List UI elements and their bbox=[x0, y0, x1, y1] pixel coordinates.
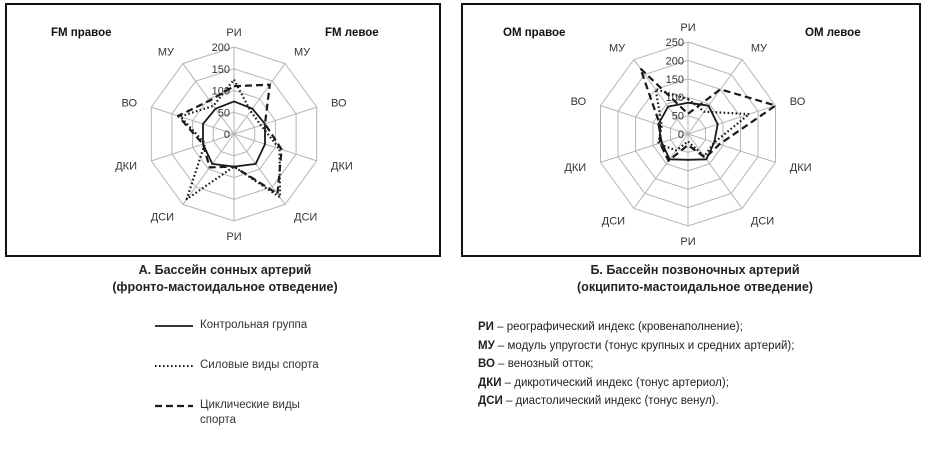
grid-spoke bbox=[234, 64, 285, 134]
axis-label: РИ bbox=[226, 27, 242, 39]
abbreviation-term: ДСИ bbox=[478, 395, 503, 407]
axis-label: ВО bbox=[789, 95, 806, 108]
radial-tick-label: 150 bbox=[665, 73, 684, 86]
legend-label-cyclic: Циклические виды спорта bbox=[200, 399, 300, 426]
radial-tick-label: 150 bbox=[211, 63, 230, 76]
axis-label: ДСИ bbox=[294, 211, 318, 224]
axis-label: ДСИ bbox=[150, 211, 174, 224]
radial-tick-label: 0 bbox=[677, 129, 684, 141]
axis-label: ВО bbox=[121, 97, 137, 110]
axis-label: РИ bbox=[680, 22, 696, 34]
caption-a bbox=[105, 262, 345, 296]
side-label-left: FM правое bbox=[51, 27, 112, 39]
radial-tick-label: 0 bbox=[223, 129, 230, 141]
caption-b bbox=[545, 262, 845, 296]
axis-label: МУ bbox=[294, 46, 311, 59]
abbreviation-item bbox=[478, 337, 918, 356]
legend-item-strength bbox=[150, 358, 330, 398]
legend-line-solid-icon bbox=[155, 324, 193, 328]
axis-label: ДСИ bbox=[750, 215, 775, 228]
axis-label: ДКИ bbox=[789, 162, 812, 175]
radial-tick-label: 50 bbox=[217, 107, 230, 120]
axis-label: ДКИ bbox=[331, 160, 353, 173]
abbreviation-item bbox=[478, 374, 918, 393]
abbreviation-definition: – реографический индекс (кровенаполнение); bbox=[493, 321, 743, 333]
radial-tick-label: 50 bbox=[671, 110, 684, 123]
grid-spoke bbox=[183, 134, 234, 204]
caption-a-line1: А. Бассейн сонных артерий bbox=[138, 263, 312, 277]
abbreviation-term: ВО bbox=[478, 358, 495, 370]
radar-chart-a bbox=[5, 3, 441, 257]
abbreviation-item bbox=[478, 392, 918, 411]
abbreviation-definition: – модуль упругости (тонус крупных и средних артерий); bbox=[494, 339, 795, 352]
axis-label: РИ bbox=[680, 236, 696, 248]
axis-label: ДКИ bbox=[564, 162, 587, 175]
radial-tick-label: 250 bbox=[665, 37, 684, 49]
abbreviation-list bbox=[478, 318, 918, 411]
axis-label: ДКИ bbox=[115, 160, 137, 173]
legend-label-control: Контрольная группа bbox=[200, 319, 308, 331]
legend-label-strength: Силовые виды спорта bbox=[200, 359, 319, 371]
abbreviation-definition: – дикротический индекс (тонус артериол); bbox=[501, 376, 729, 389]
axis-label: ДСИ bbox=[601, 215, 626, 228]
axis-label: МУ bbox=[608, 42, 626, 55]
axis-label: ВО bbox=[570, 95, 587, 108]
caption-b-line2: (окципито-мастоидальное отведение) bbox=[577, 280, 813, 294]
caption-a-line2: (фронто-мастоидальное отведение) bbox=[112, 280, 338, 294]
legend-item-cyclic bbox=[150, 398, 330, 438]
grid-spoke bbox=[688, 60, 742, 134]
side-label-left: ОМ правое bbox=[503, 27, 566, 39]
radar-chart-a-svg bbox=[7, 5, 439, 255]
grid-spoke bbox=[601, 134, 689, 162]
grid-spoke bbox=[688, 134, 776, 162]
side-label-right: FM левое bbox=[325, 27, 379, 39]
abbreviation-item bbox=[478, 355, 918, 374]
abbreviation-definition: – венозный отток; bbox=[494, 358, 594, 370]
axis-label: ВО bbox=[331, 97, 347, 110]
abbreviation-term: МУ bbox=[478, 339, 495, 352]
abbreviation-item bbox=[478, 318, 918, 337]
radial-tick-label: 200 bbox=[211, 42, 230, 54]
axis-label: МУ bbox=[750, 42, 768, 55]
radial-tick-label: 200 bbox=[665, 55, 684, 68]
grid-spoke bbox=[688, 134, 742, 208]
abbreviation-definition: – диастолический индекс (тонус венул). bbox=[502, 395, 719, 407]
axis-label: МУ bbox=[157, 46, 174, 59]
side-label-right: ОМ левое bbox=[805, 27, 861, 39]
radar-chart-b-svg bbox=[463, 5, 919, 255]
abbreviation-term: ДКИ bbox=[478, 376, 502, 389]
legend bbox=[150, 318, 330, 438]
legend-item-control bbox=[150, 318, 330, 358]
radial-tick-label: 100 bbox=[665, 92, 684, 105]
abbreviation-term: РИ bbox=[478, 321, 494, 333]
radar-chart-b bbox=[461, 3, 921, 257]
legend-line-dashed-icon bbox=[155, 404, 193, 408]
radial-tick-label: 100 bbox=[211, 85, 230, 98]
caption-b-line1: Б. Бассейн позвоночных артерий bbox=[590, 263, 800, 277]
axis-label: РИ bbox=[226, 231, 242, 243]
legend-line-dotted-icon bbox=[155, 364, 193, 368]
